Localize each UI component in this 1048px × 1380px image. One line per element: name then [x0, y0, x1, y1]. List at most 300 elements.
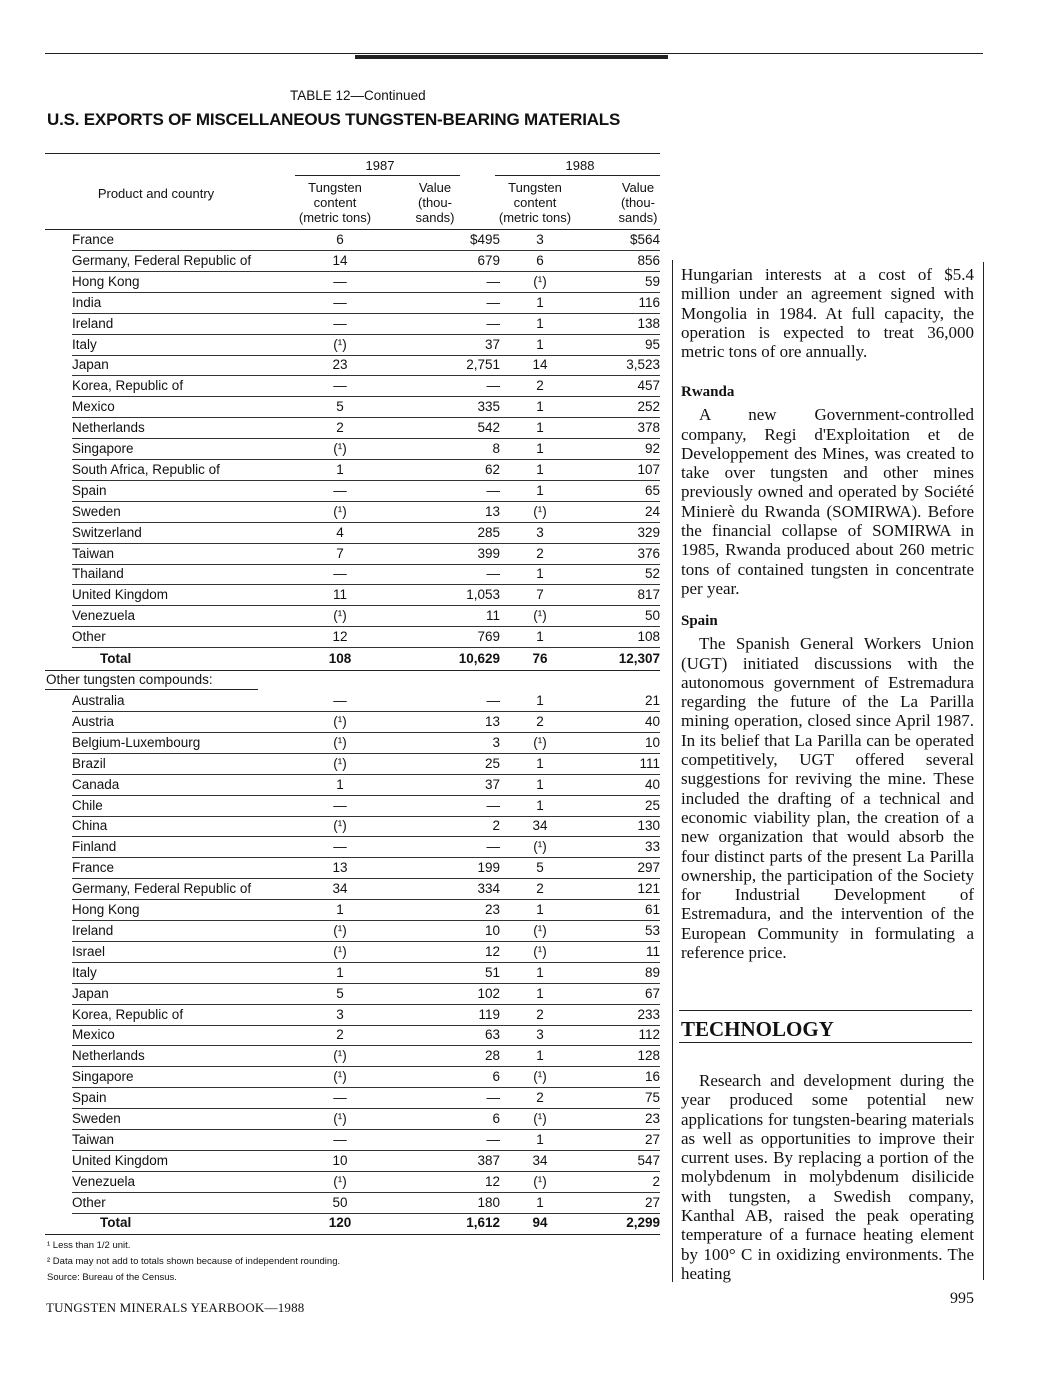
tungsten-1987-cell: — [333, 1090, 347, 1106]
country-cell: China [72, 818, 108, 834]
footnote-1: ¹ Less than 1/2 unit. [47, 1240, 131, 1251]
value-1988-cell: 817 [637, 587, 660, 603]
tungsten-1987-cell: (¹) [333, 922, 347, 938]
tungsten-1987-cell: (¹) [333, 734, 347, 750]
tungsten-1988-cell: 1 [536, 315, 544, 331]
tungsten-1988-cell: 1 [536, 776, 544, 792]
country-cell: Japan [72, 985, 109, 1001]
country-cell: Taiwan [72, 545, 115, 561]
tungsten-1988-cell: 3 [536, 1027, 544, 1043]
tungsten-1988-cell: 1 [536, 441, 544, 456]
value-1987-cell: 12 [484, 1173, 500, 1189]
value-1987-cell: 6 [492, 1069, 500, 1085]
tungsten-1987-cell: 12 [332, 629, 348, 645]
value-1988-cell: 89 [644, 964, 660, 980]
total-row-1: Total 108 10,629 76 12,307 [100, 651, 660, 666]
tungsten-1988-cell: 1 [536, 482, 544, 498]
country-cell: United Kingdom [72, 1152, 169, 1168]
tungsten-1988-cell: 2 [536, 378, 544, 394]
tungsten-1987-cell: (¹) [333, 1069, 347, 1085]
value-1988-cell: 329 [637, 524, 660, 540]
country-cell: Korea, Republic of [72, 378, 184, 394]
tungsten-1988-cell: 1 [536, 566, 544, 582]
tungsten-1987-cell: 3 [336, 1006, 344, 1022]
tungsten-1988-cell: (¹) [533, 922, 547, 938]
country-cell: Singapore [72, 1069, 134, 1085]
value-1987-cell: 334 [477, 881, 500, 897]
header-year-1987: 1987 [365, 158, 395, 173]
tungsten-1988-cell: (¹) [533, 839, 547, 855]
tungsten-1988-cell: 1 [536, 294, 544, 310]
tungsten-1987-cell: (¹) [333, 1048, 347, 1064]
country-cell: Venezuela [72, 608, 136, 624]
tungsten-1988-cell: 1 [536, 902, 544, 917]
value-1987-cell: — [486, 294, 500, 310]
value-1988-cell: 95 [644, 336, 660, 352]
header-year-1988: 1988 [565, 158, 595, 173]
value-1988-cell: 116 [638, 294, 660, 310]
table-row [45, 481, 660, 502]
tungsten-1987-cell: (¹) [333, 1111, 347, 1126]
country-cell: Netherlands [72, 420, 145, 436]
tungsten-1988-cell: 2 [536, 1090, 544, 1106]
table-row [45, 900, 660, 921]
table-row [45, 1046, 660, 1067]
table-row [45, 1067, 660, 1088]
table-row [45, 1151, 660, 1172]
value-1988-cell: 233 [637, 1006, 660, 1022]
country-cell: Canada [72, 776, 120, 792]
country-cell: Italy [72, 964, 97, 980]
value-1987-cell: 37 [484, 776, 500, 792]
tungsten-1988-cell: 1 [536, 461, 544, 477]
section-2-label: Other tungsten compounds: [46, 672, 213, 687]
country-cell: South Africa, Republic of [72, 461, 220, 477]
hungarian-paragraph: Hungarian interests at a cost of $5.4 million under an agreement signed with Mongolia in 1984. At full capacity, the operation is expected to treat 36,000 metric tons of ore annually. [681, 265, 974, 362]
value-1988-cell: 138 [637, 315, 660, 331]
tungsten-1987-cell: — [333, 566, 347, 582]
tungsten-1988-cell: 2 [536, 1006, 544, 1022]
tungsten-1987-cell: 1 [336, 902, 344, 917]
value-1987-cell: 542 [477, 420, 500, 436]
country-cell: Belgium-Luxembourg [72, 734, 201, 750]
table-row [45, 1172, 660, 1193]
tungsten-1987-cell: — [333, 1131, 347, 1147]
footnote-2: ² Data may not add to totals shown because of independent rounding. [47, 1256, 341, 1267]
table-row [45, 502, 660, 523]
value-1988-cell: 92 [644, 441, 660, 456]
value-1987-cell: 180 [477, 1194, 500, 1210]
value-1987-cell: — [486, 315, 500, 331]
column-divider-left [672, 260, 673, 1282]
table-row [45, 858, 660, 879]
country-cell: France [72, 860, 115, 876]
value-1987-cell: — [486, 1131, 500, 1147]
table-top-rule [45, 153, 660, 154]
value-1988-cell: 27 [644, 1131, 660, 1147]
table-row [45, 460, 660, 481]
table-row [45, 1088, 660, 1109]
value-1988-cell: 27 [644, 1194, 660, 1210]
value-1987-cell: — [486, 797, 500, 813]
value-1988-cell: 378 [637, 420, 660, 436]
tungsten-1988-cell: (¹) [533, 1173, 547, 1189]
tungsten-1987-cell: 4 [336, 524, 344, 540]
table-row [45, 816, 660, 837]
value-1987-cell: — [486, 693, 500, 708]
tungsten-1987-cell: (¹) [333, 755, 347, 771]
country-cell: Austria [72, 713, 115, 729]
technology-section [681, 1071, 974, 1283]
country-cell: Germany, Federal Republic of [72, 252, 252, 268]
total-row-2: Total 120 1,612 94 2,299 [100, 1215, 660, 1230]
table-row [45, 1109, 660, 1130]
table-row [45, 754, 660, 775]
country-cell: Israel [72, 943, 106, 959]
value-1987-cell: 13 [484, 503, 500, 519]
tungsten-1987-cell: (¹) [333, 608, 347, 624]
tungsten-1988-cell: 1 [536, 693, 544, 708]
tungsten-1988-cell: 1 [536, 755, 544, 771]
value-1987-cell: — [486, 273, 500, 289]
value-1987-cell: 387 [477, 1152, 500, 1168]
table-row [45, 397, 660, 418]
page-number: 995 [950, 1290, 974, 1307]
value-1988-cell: 112 [638, 1027, 660, 1043]
country-cell: Spain [72, 482, 107, 498]
value-1987-cell: 6 [492, 1111, 500, 1126]
tungsten-1987-cell: — [333, 797, 347, 813]
value-1988-cell: 52 [644, 566, 660, 582]
tungsten-1987-cell: (¹) [333, 1173, 347, 1189]
table-row [45, 879, 660, 900]
tungsten-1987-cell: 6 [336, 232, 344, 247]
table-bottom-rule [45, 1234, 660, 1235]
value-1987-cell: 51 [484, 964, 500, 980]
tungsten-1987-cell: (¹) [333, 503, 347, 519]
country-cell: Thailand [72, 566, 124, 582]
technology-bottom-rule [679, 1042, 972, 1043]
table-row [45, 1193, 660, 1214]
header-tungsten-1988: Tungsten content (metric tons) [498, 180, 572, 225]
value-1987-cell: 23 [484, 902, 500, 917]
tungsten-1987-cell: 2 [336, 1027, 344, 1043]
table-row [45, 314, 660, 335]
value-1988-cell: 11 [645, 943, 660, 959]
header-tungsten-1987: Tungsten content (metric tons) [298, 180, 372, 225]
tungsten-1988-cell: 2 [536, 713, 544, 729]
value-1988-cell: 297 [637, 860, 660, 876]
tungsten-1987-cell: 23 [332, 357, 348, 373]
value-1987-cell: — [486, 482, 500, 498]
table-row [45, 355, 660, 376]
country-cell: Venezuela [72, 1173, 136, 1189]
country-cell: Australia [72, 693, 125, 708]
value-1988-cell: 547 [637, 1152, 660, 1168]
country-cell: Ireland [72, 922, 114, 938]
country-cell: Sweden [72, 503, 121, 519]
country-cell: France [72, 232, 115, 247]
tungsten-1988-cell: (¹) [533, 943, 547, 959]
tungsten-1988-cell: (¹) [533, 503, 547, 519]
country-cell: Taiwan [72, 1131, 115, 1147]
value-1988-cell: 107 [637, 461, 660, 477]
country-cell: Chile [72, 797, 103, 813]
value-1988-cell: 252 [637, 399, 660, 415]
tungsten-1988-cell: 1 [536, 420, 544, 436]
tungsten-1987-cell: (¹) [333, 818, 347, 834]
country-cell: United Kingdom [72, 587, 169, 603]
tungsten-1988-cell: 1 [536, 336, 544, 352]
country-cell: Singapore [72, 441, 134, 456]
value-1987-cell: 199 [477, 860, 500, 876]
country-cell: Japan [72, 357, 109, 373]
value-1987-cell: — [486, 378, 500, 394]
tungsten-1988-cell: 2 [536, 881, 544, 897]
value-1987-cell: 8 [492, 441, 500, 456]
value-1987-cell: 769 [477, 629, 500, 645]
tungsten-1987-cell: (¹) [333, 336, 347, 352]
technology-heading: TECHNOLOGY [681, 1017, 834, 1041]
spain-heading: Spain [681, 613, 718, 629]
country-cell: Finland [72, 839, 117, 855]
tungsten-1988-cell: 2 [536, 545, 544, 561]
tungsten-1987-cell: 11 [332, 587, 347, 603]
spain-section [681, 612, 974, 962]
table-row [45, 984, 660, 1005]
table-row [45, 230, 660, 251]
header-value-1987: Value (thou- sands) [415, 180, 455, 225]
table-row [45, 963, 660, 984]
value-1987-cell: 2,751 [466, 357, 500, 373]
table-row [45, 418, 660, 439]
country-cell: Other [72, 1194, 106, 1210]
table-row [45, 1025, 660, 1046]
rwanda-heading: Rwanda [681, 384, 735, 400]
table-label: TABLE 12—Continued [290, 88, 426, 103]
table-row [45, 733, 660, 754]
tungsten-1987-cell: 50 [332, 1194, 348, 1210]
value-1988-cell: 376 [637, 545, 660, 561]
table-row [45, 585, 660, 606]
value-1988-cell: 67 [644, 985, 660, 1001]
tungsten-1988-cell: 1 [536, 629, 544, 645]
year-1988-rule [495, 175, 660, 176]
tungsten-1988-cell: 1 [536, 1048, 544, 1064]
table-row [45, 1005, 660, 1026]
table-row [45, 293, 660, 314]
value-1987-cell: 63 [484, 1027, 500, 1043]
value-1987-cell: 119 [478, 1006, 500, 1022]
value-1987-cell: — [486, 566, 500, 582]
tungsten-1987-cell: (¹) [333, 943, 347, 959]
value-1987-cell: $495 [469, 232, 500, 247]
value-1988-cell: 75 [644, 1090, 660, 1106]
table-row [45, 921, 660, 942]
tungsten-1987-cell: 5 [336, 985, 344, 1001]
tungsten-1987-cell: 13 [332, 860, 348, 876]
right-column-intro [681, 265, 974, 361]
value-1988-cell: 40 [644, 713, 660, 729]
tungsten-1987-cell: — [333, 378, 347, 394]
country-cell: Other [72, 629, 106, 645]
table-row [45, 272, 660, 293]
tungsten-1988-cell: 1 [536, 985, 544, 1001]
value-1988-cell: 50 [644, 608, 660, 624]
table-row [45, 376, 660, 397]
table-row [45, 606, 660, 627]
value-1987-cell: 285 [477, 524, 500, 540]
value-1987-cell: 399 [477, 545, 500, 561]
value-1988-cell: 33 [644, 839, 660, 855]
rwanda-paragraph: A new Government-controlled company, Regi d'Exploitation et de Developpement des Mines, was created to take over tungsten and other mines previously owned and operated by Société Minierè du Rwanda (SOMIRWA). Before the financial collapse of SOMIRWA in 1985, Rwanda produced about 260 metric tons of contained tungsten in concentrate per year. [681, 405, 974, 598]
value-1987-cell: 28 [484, 1048, 500, 1064]
tungsten-1988-cell: 1 [536, 399, 544, 415]
value-1987-cell: — [486, 839, 500, 855]
value-1988-cell: 59 [644, 273, 660, 289]
table-row [45, 251, 660, 272]
footnote-source: Source: Bureau of the Census. [47, 1272, 177, 1283]
table-row [45, 335, 660, 356]
country-cell: Brazil [72, 755, 106, 771]
value-1987-cell: 11 [485, 608, 500, 624]
value-1988-cell: 25 [644, 797, 660, 813]
value-1987-cell: 2 [492, 818, 500, 834]
total-1-rule [45, 670, 660, 671]
tungsten-1988-cell: (¹) [533, 273, 547, 289]
value-1988-cell: $564 [629, 232, 660, 247]
tungsten-1987-cell: (¹) [333, 713, 347, 729]
country-cell: Italy [72, 336, 97, 352]
value-1987-cell: 25 [484, 755, 500, 771]
running-footer: TUNGSTEN MINERALS YEARBOOK—1988 [46, 1300, 305, 1315]
row-rule [72, 647, 660, 648]
country-cell: Switzerland [72, 524, 142, 540]
technology-paragraph: Research and development during the year produced some potential new applications for tungsten-bearing materials as well as opportunities to improve their current uses. By replacing a portion of the molybdenum in molybdenum disilicide with tungsten, a Swedish company, Kanthal AB, raised the peak operating temperature of a furnace heating element by 100° C in oxidizing environments. The heating [681, 1071, 974, 1283]
value-1987-cell: 102 [477, 985, 500, 1001]
table-row [45, 796, 660, 817]
tungsten-1987-cell: — [333, 315, 347, 331]
tungsten-1987-cell: 34 [332, 881, 348, 897]
tungsten-1987-cell: (¹) [333, 441, 347, 456]
value-1987-cell: 1,053 [466, 587, 500, 603]
header-value-1988: Value (thou- sands) [618, 180, 658, 225]
table-row [45, 1130, 660, 1151]
tungsten-1987-cell: 10 [332, 1152, 348, 1168]
country-cell: Ireland [72, 315, 114, 331]
value-1988-cell: 128 [637, 1048, 660, 1064]
spain-paragraph: The Spanish General Workers Union (UGT) initiated discussions with the autonomous government of Estremadura regarding the future of the La Parilla mining operation, closed since April 1987. In its belief that La Parilla can be operated competitively, UGT offered several suggestions for reviving the mine. These included the drafting of a technical and economic viability plan, the creation of a new organization that would absorb the four distinct parts of the present La Parilla ownership, the participation of the Society for Industrial Development of Estremadura, and the intervention of the European Community in formulating a reference price. [681, 634, 974, 963]
top-rule [45, 53, 983, 54]
value-1987-cell: 3 [492, 734, 500, 750]
value-1988-cell: 121 [637, 881, 660, 897]
tungsten-1987-cell: 14 [332, 252, 348, 268]
value-1988-cell: 53 [644, 922, 660, 938]
tungsten-1988-cell: (¹) [533, 1111, 547, 1126]
tungsten-1987-cell: 2 [336, 420, 344, 436]
table-row [45, 691, 660, 712]
tungsten-1988-cell: 1 [536, 1131, 544, 1147]
value-1987-cell: — [486, 1090, 500, 1106]
tungsten-1988-cell: (¹) [533, 608, 547, 624]
table-row [45, 942, 660, 963]
tungsten-1987-cell: 1 [336, 461, 344, 477]
country-cell: Spain [72, 1090, 107, 1106]
table-row [45, 775, 660, 796]
value-1987-cell: 679 [477, 252, 500, 268]
column-divider-right [983, 262, 984, 1280]
tungsten-1987-cell: — [333, 482, 347, 498]
country-cell: Sweden [72, 1111, 121, 1126]
tungsten-1988-cell: 5 [536, 860, 544, 876]
value-1988-cell: 457 [637, 378, 660, 394]
value-1988-cell: 23 [644, 1111, 660, 1126]
rwanda-section [681, 383, 974, 598]
tungsten-1988-cell: 6 [536, 252, 544, 268]
value-1988-cell: 3,523 [626, 357, 660, 373]
country-cell: Germany, Federal Republic of [72, 881, 252, 897]
tungsten-1987-cell: 7 [336, 545, 344, 561]
country-cell: Mexico [72, 1027, 115, 1043]
table-row [45, 712, 660, 733]
value-1987-cell: 335 [477, 399, 500, 415]
table-row [45, 837, 660, 858]
tungsten-1987-cell: — [333, 693, 347, 708]
value-1988-cell: 24 [644, 503, 660, 519]
value-1987-cell: 10 [484, 922, 500, 938]
table-row [45, 523, 660, 544]
tungsten-1988-cell: 34 [532, 818, 548, 834]
value-1988-cell: 10 [644, 734, 660, 750]
country-cell: Netherlands [72, 1048, 145, 1064]
tungsten-1988-cell: (¹) [533, 734, 547, 750]
table-row [45, 564, 660, 585]
value-1987-cell: 37 [484, 336, 500, 352]
tungsten-1988-cell: 1 [536, 964, 544, 980]
tungsten-1987-cell: — [333, 839, 347, 855]
tungsten-1988-cell: 34 [532, 1152, 548, 1168]
value-1987-cell: 13 [484, 713, 500, 729]
country-cell: India [72, 294, 102, 310]
value-1988-cell: 2 [652, 1173, 660, 1189]
tungsten-1988-cell: 1 [536, 797, 544, 813]
tungsten-1988-cell: 14 [532, 357, 548, 373]
tungsten-1988-cell: 1 [536, 1194, 544, 1210]
country-cell: Hong Kong [72, 902, 140, 917]
tungsten-1987-cell: — [333, 273, 347, 289]
tungsten-1987-cell: 5 [336, 399, 344, 415]
value-1988-cell: 40 [644, 776, 660, 792]
value-1988-cell: 61 [644, 902, 660, 917]
value-1988-cell: 108 [637, 629, 660, 645]
value-1987-cell: 62 [484, 461, 500, 477]
table-row [45, 439, 660, 460]
tungsten-1988-cell: 3 [536, 232, 544, 247]
country-cell: Korea, Republic of [72, 1006, 184, 1022]
tungsten-1988-cell: (¹) [533, 1069, 547, 1085]
value-1988-cell: 65 [644, 482, 660, 498]
section-2-label-rule [45, 689, 258, 690]
value-1988-cell: 856 [637, 252, 660, 268]
value-1988-cell: 16 [644, 1069, 660, 1085]
table-row [45, 627, 660, 648]
year-1987-rule [295, 175, 460, 176]
tungsten-1987-cell: 1 [336, 964, 344, 980]
header-product: Product and country [97, 186, 215, 201]
table-title: U.S. EXPORTS OF MISCELLANEOUS TUNGSTEN-BEARING MATERIALS [47, 110, 621, 129]
table-row [45, 544, 660, 565]
tungsten-1988-cell: 7 [536, 587, 544, 603]
